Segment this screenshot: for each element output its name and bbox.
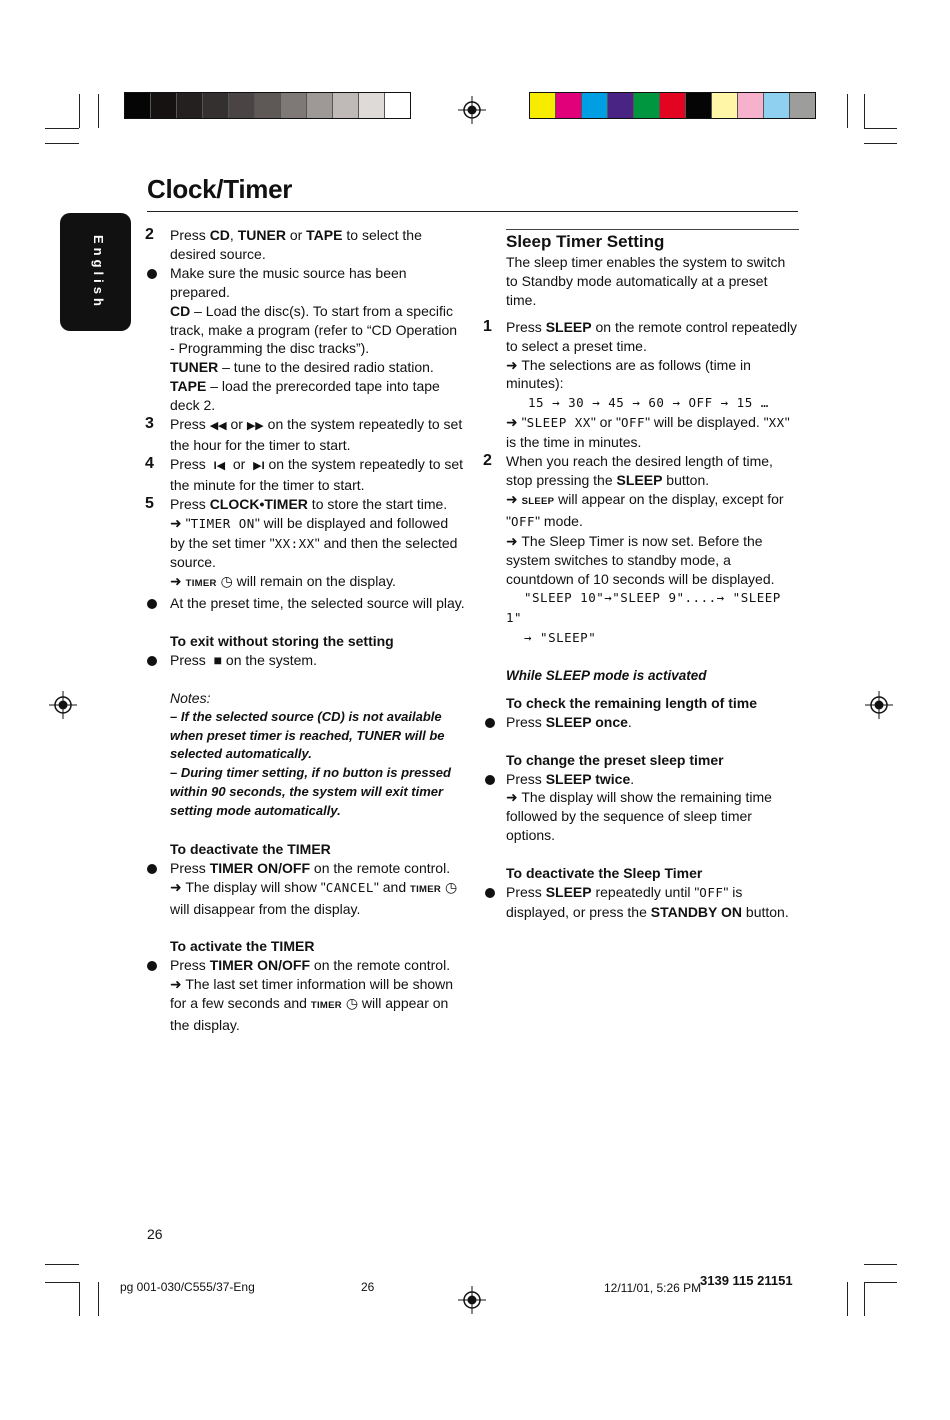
lcd-text: XX:XX xyxy=(274,535,315,551)
text: repeatedly until " xyxy=(591,883,700,900)
lcd-text: XX xyxy=(768,415,785,431)
bullet-icon xyxy=(485,775,495,785)
bullet-item xyxy=(145,956,465,1035)
lcd-sequence: 15 → 30 → 45 → 60 → OFF → 15 … xyxy=(528,395,769,411)
bullet-item xyxy=(145,859,465,919)
color-swatch xyxy=(556,93,582,118)
previous-track-icon: I◀ xyxy=(213,459,226,472)
bullet-icon xyxy=(147,961,157,971)
bullet-icon xyxy=(485,718,495,728)
bullet-icon xyxy=(147,269,157,279)
text: to select the desired source. xyxy=(170,227,422,262)
footer-page: 26 xyxy=(361,1280,375,1294)
arrow-icon: ➜ xyxy=(506,414,518,431)
bullet-icon xyxy=(147,656,157,666)
process-color-bar xyxy=(529,92,816,119)
registration-mark-icon xyxy=(49,691,77,719)
color-swatch xyxy=(634,93,660,118)
text: , xyxy=(229,227,238,243)
text: to store the start time. xyxy=(307,495,448,512)
color-swatch xyxy=(738,93,764,118)
deactivate-timer-heading: To deactivate the TIMER xyxy=(170,840,331,857)
step-2 xyxy=(145,226,465,264)
color-swatch xyxy=(660,93,686,118)
title-divider xyxy=(147,211,798,212)
bullet-item xyxy=(145,264,465,415)
color-swatch xyxy=(229,93,255,118)
text: The selections are as follows (time in minutes): xyxy=(506,356,751,392)
text: At the preset time, the selected source will play. xyxy=(170,595,465,612)
step-number: 3 xyxy=(145,415,154,433)
arrow-icon: ➜ xyxy=(170,573,182,590)
footer-file: pg 001-030/C555/37-Eng xyxy=(120,1280,255,1294)
page-number: 26 xyxy=(147,1226,163,1242)
bullet-item xyxy=(483,713,799,732)
lcd-text: OFF xyxy=(699,884,724,900)
arrow-icon: ➜ xyxy=(170,514,182,531)
check-heading: To check the remaining length of time xyxy=(506,694,757,711)
arrow-icon: ➜ xyxy=(506,356,518,373)
lcd-sequence: "SLEEP 10"→"SLEEP 9"....→ "SLEEP 1" xyxy=(506,590,781,626)
bullet-item xyxy=(483,883,799,922)
color-swatch xyxy=(359,93,385,118)
text: will appear on the display. xyxy=(170,995,449,1034)
key-label: TUNER xyxy=(170,359,219,376)
text: Press xyxy=(170,651,214,668)
step-5 xyxy=(145,495,465,595)
text: Press xyxy=(170,227,210,243)
activate-timer-heading: To activate the TIMER xyxy=(170,938,315,955)
text: – Load the disc(s). To start from a specific track, make a program (refer to “CD Operation - Programming the disc tracks”). xyxy=(170,302,458,357)
color-swatch xyxy=(307,93,333,118)
lcd-sequence: → "SLEEP" xyxy=(524,630,597,646)
color-swatch xyxy=(333,93,359,118)
language-label: English xyxy=(91,234,106,310)
text: – load the prerecorded tape into tape deck 2. xyxy=(170,378,440,414)
note-2: – During timer setting, if no button is pressed within 90 seconds, the system will exit timer setting mode automatically. xyxy=(170,765,451,819)
color-swatch xyxy=(125,93,151,118)
rewind-icon: ◀◀ xyxy=(209,420,227,433)
text: button. xyxy=(742,903,789,920)
clock-icon: ◷ xyxy=(220,573,233,590)
text: " will be displayed. " xyxy=(645,414,769,431)
text: – tune to the desired radio station. xyxy=(218,359,434,376)
text: on the system repeatedly to set the hour for the timer to start. xyxy=(170,416,463,453)
left-column xyxy=(145,226,465,1035)
text: Press xyxy=(170,957,210,974)
step-1 xyxy=(483,318,799,452)
text: " or " xyxy=(590,414,621,431)
bullet-item xyxy=(483,770,799,846)
lcd-text: OFF xyxy=(620,415,646,431)
key-label: SLEEP xyxy=(545,318,592,335)
color-swatch xyxy=(281,93,307,118)
step-4 xyxy=(145,455,465,495)
text: will remain on the display. xyxy=(232,573,396,590)
color-swatch xyxy=(790,93,815,118)
step-2 xyxy=(483,452,799,648)
while-sleep-heading: While SLEEP mode is activated xyxy=(506,668,707,684)
step-3 xyxy=(145,415,465,455)
page-title: Clock/Timer xyxy=(147,174,293,204)
registration-mark-icon xyxy=(865,691,893,719)
text: on the remote control. xyxy=(310,957,451,974)
key-label: SLEEP xyxy=(616,471,663,488)
stop-icon: ■ xyxy=(213,651,223,668)
lcd-text: OFF xyxy=(510,513,536,529)
text: Press xyxy=(170,859,210,876)
fast-forward-icon: ▶▶ xyxy=(246,420,264,433)
step-number: 1 xyxy=(483,317,492,335)
registration-mark-icon xyxy=(458,96,486,124)
section-title: Sleep Timer Setting xyxy=(506,232,665,251)
text: " xyxy=(517,414,527,431)
key-label: CD xyxy=(170,302,191,319)
text: on the system repeatedly to set the minute for the timer to start. xyxy=(170,455,464,493)
text: The Sleep Timer is now set. Before the system switches to standby mode, a countdown of 10 seconds will be displayed. xyxy=(506,532,775,587)
text: or xyxy=(225,455,254,472)
text: Make sure the music source has been prepared. xyxy=(170,264,407,300)
right-column xyxy=(483,229,799,922)
text: " xyxy=(181,514,191,531)
text: or xyxy=(285,227,307,243)
text: Press xyxy=(506,770,546,787)
text: When you reach the desired length of time, stop pressing the xyxy=(506,453,773,488)
color-swatch xyxy=(608,93,634,118)
deactivate-sleep-heading: To deactivate the Sleep Timer xyxy=(506,865,703,882)
clock-icon: ◷ xyxy=(345,995,359,1012)
bullet-icon xyxy=(147,864,157,874)
key-label: TIMER ON/OFF xyxy=(209,859,311,876)
text: or xyxy=(226,416,247,433)
lcd-text: TIMER ON xyxy=(190,515,255,531)
text: on the remote control. xyxy=(310,859,451,876)
note-1: – If the selected source (CD) is not available when preset timer is reached, TUNER will be selected automatically. xyxy=(170,708,445,762)
exit-heading: To exit without storing the setting xyxy=(170,633,394,650)
step-number: 4 xyxy=(145,454,154,472)
key-label: TAPE xyxy=(306,227,343,243)
color-swatch xyxy=(764,93,790,118)
bullet-item xyxy=(145,651,465,670)
key-label: TUNER xyxy=(237,227,286,243)
bullet-icon xyxy=(485,888,495,898)
text: will disappear from the display. xyxy=(170,900,361,917)
key-label: CD xyxy=(209,227,230,243)
color-swatch xyxy=(686,93,712,118)
registration-mark-icon xyxy=(458,1286,486,1314)
step-number: 2 xyxy=(145,226,154,243)
color-swatch xyxy=(177,93,203,118)
text: The display will show " xyxy=(181,878,326,895)
lcd-text: SLEEP XX xyxy=(526,415,591,431)
timer-indicator: TIMER xyxy=(185,578,217,590)
text: Press xyxy=(506,713,546,730)
arrow-icon: ➜ xyxy=(506,490,518,507)
text: Press xyxy=(506,318,546,335)
text: The display will show the remaining time followed by the sequence of sleep timer options. xyxy=(506,789,772,844)
step-number: 5 xyxy=(145,494,154,512)
key-label: TIMER ON/OFF xyxy=(209,957,311,974)
text: on the remote control repeatedly to select a preset time. xyxy=(506,318,798,354)
text: " is the time in minutes. xyxy=(506,414,790,451)
text: " mode. xyxy=(535,512,583,529)
arrow-icon: ➜ xyxy=(506,789,518,806)
color-swatch xyxy=(151,93,177,118)
next-track-icon: ▶I xyxy=(253,459,265,472)
text: Press xyxy=(506,883,546,900)
key-label: SLEEP twice xyxy=(545,770,631,787)
key-label: SLEEP xyxy=(545,883,592,900)
text: Press xyxy=(170,455,214,472)
clock-icon: ◷ xyxy=(444,878,458,895)
intro-text: The sleep timer enables the system to switch to Standby mode automatically at a preset time. xyxy=(506,254,786,308)
color-swatch xyxy=(203,93,229,118)
color-swatch xyxy=(712,93,738,118)
text: . xyxy=(627,713,632,730)
bullet-item xyxy=(145,594,465,613)
footer-datetime: 12/11/01, 5:26 PM xyxy=(604,1281,702,1295)
key-label: CLOCK•TIMER xyxy=(209,495,308,512)
document-number: 3139 115 21151 xyxy=(700,1273,793,1288)
notes-label: Notes: xyxy=(170,689,211,706)
language-tab xyxy=(60,213,131,331)
text: " and then the selected source. xyxy=(170,534,458,571)
key-label: SLEEP once xyxy=(545,713,628,730)
text: on the system. xyxy=(222,651,317,668)
text: " and xyxy=(373,878,410,895)
text: . xyxy=(630,770,635,787)
section-divider xyxy=(506,229,799,230)
lcd-text: CANCEL xyxy=(325,879,374,895)
step-number: 2 xyxy=(483,452,492,470)
text: The last set timer information will be shown for a few seconds and xyxy=(170,976,454,1012)
text: " will be displayed and followed by the set timer " xyxy=(170,514,449,551)
timer-indicator: TIMER xyxy=(310,1000,342,1012)
key-label: STANDBY ON xyxy=(650,903,743,920)
text: " is displayed, or press the xyxy=(506,883,743,920)
text: button. xyxy=(662,471,710,488)
sleep-indicator: SLEEP xyxy=(521,495,555,507)
text: Press xyxy=(170,495,210,512)
arrow-icon: ➜ xyxy=(170,976,182,993)
text: Press xyxy=(170,416,210,433)
arrow-icon: ➜ xyxy=(506,532,518,549)
grayscale-color-bar xyxy=(124,92,411,119)
color-swatch xyxy=(385,93,410,118)
arrow-icon: ➜ xyxy=(170,878,182,895)
bullet-icon xyxy=(147,599,157,609)
key-label: TAPE xyxy=(170,378,207,395)
color-swatch xyxy=(255,93,281,118)
change-heading: To change the preset sleep timer xyxy=(506,751,724,768)
timer-indicator: TIMER xyxy=(410,883,442,895)
text: will appear on the display, except for " xyxy=(506,490,784,529)
color-swatch xyxy=(582,93,608,118)
color-swatch xyxy=(530,93,556,118)
